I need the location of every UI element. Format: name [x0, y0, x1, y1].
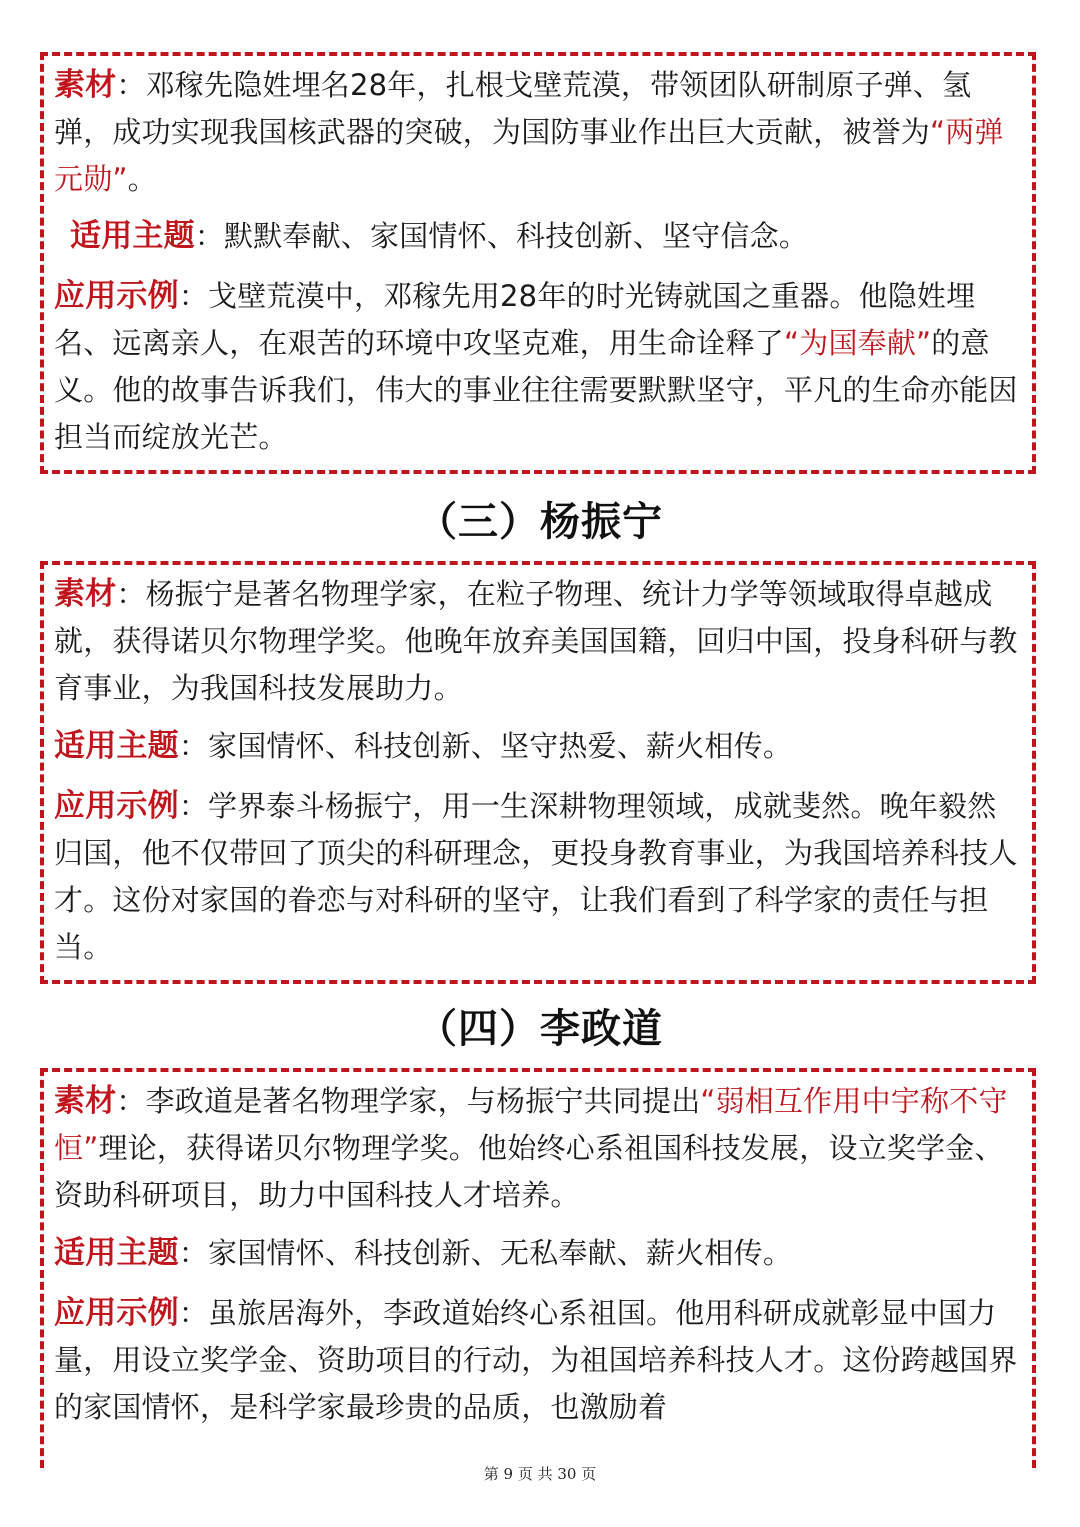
material-paragraph [54, 1078, 1024, 1219]
theme-paragraph [54, 1230, 1024, 1277]
colon: ： [194, 219, 225, 253]
material-highlight: “弱相互作用中宇称不守恒” [54, 1084, 1008, 1165]
example-text: 虽旅居海外，李政道始终心系祖国。他用科研成就彰显中国力量，用设立奖学金、资助项目的行动，为祖国培养科技人才。这份跨越国界的家国情怀，是科学家最珍贵的品质，也激励着 [54, 1296, 1018, 1424]
example-paragraph [54, 783, 1024, 971]
material-card-li-zhengdao [40, 1068, 1036, 1468]
colon: ： [178, 789, 209, 823]
example-label: 应用示例 [54, 1295, 179, 1331]
theme-text: 默默奉献、家国情怀、科技创新、坚守信念。 [224, 219, 809, 253]
example-text: 学界泰斗杨振宁，用一生深耕物理领域，成就斐然。晚年毅然归国，他不仅带回了顶尖的科研理念，更投身教育事业，为我国培养科技人才。这份对家国的眷恋与对科研的坚守，让我们看到了科学家的责任与担当。 [54, 789, 1018, 964]
material-text-end: 理论，获得诺贝尔物理学奖。他始终心系祖国科技发展，设立奖学金、资助科研项目，助力中国科技人才培养。 [54, 1131, 1004, 1212]
material-paragraph [54, 571, 1024, 712]
theme-text: 家国情怀、科技创新、无私奉献、薪火相传。 [208, 1236, 793, 1270]
example-label: 应用示例 [54, 788, 179, 824]
example-highlight: “为国奉献” [784, 326, 932, 360]
example-label: 应用示例 [54, 278, 179, 314]
example-text: 戈壁荒漠中，邓稼先用28年的时光铸就国之重器。他隐姓埋名、远离亲人，在艰苦的环境中攻坚克难，用生命诠释了 [54, 279, 976, 360]
theme-paragraph [54, 723, 1024, 770]
material-text: 杨振宁是著名物理学家，在粒子物理、统计力学等领域取得卓越成就，获得诺贝尔物理学奖。他晚年放弃美国国籍，回归中国，投身科研与教育事业，为我国科技发展助力。 [54, 577, 1018, 705]
section-title-yang-zhenning: （三）杨振宁 [417, 499, 663, 545]
material-text: 李政道是著名物理学家，与杨振宁共同提出 [145, 1084, 701, 1118]
material-text: 邓稼先隐姓埋名28年，扎根戈壁荒漠，带领团队研制原子弹、氢弹，成功实现我国核武器的突破，为国防事业作出巨大贡献，被誉为 [54, 68, 972, 149]
colon: ： [116, 577, 146, 611]
material-paragraph [54, 62, 1024, 203]
theme-text: 家国情怀、科技创新、坚守热爱、薪火相传。 [208, 729, 793, 763]
colon: ： [178, 1236, 209, 1270]
material-label: 素材 [54, 1083, 117, 1119]
colon: ： [178, 279, 209, 313]
example-text-end: 的意义。他的故事告诉我们，伟大的事业往往需要默默坚守，平凡的生命亦能因担当而绽放光芒。 [54, 326, 1018, 454]
colon: ： [116, 68, 146, 102]
example-paragraph [54, 1290, 1024, 1431]
colon: ： [116, 1084, 146, 1118]
material-text-end: 。 [127, 162, 157, 196]
example-paragraph [54, 273, 1024, 461]
page-number: 第 9 页 共 30 页 [483, 1465, 597, 1483]
colon: ： [178, 1296, 209, 1330]
theme-label: 适用主题 [54, 728, 179, 764]
theme-label: 适用主题 [70, 218, 195, 254]
section-title-li-zhengdao: （四）李政道 [417, 1006, 663, 1052]
theme-label: 适用主题 [54, 1235, 179, 1271]
material-label: 素材 [54, 67, 117, 103]
material-card-yang-zhenning [40, 561, 1036, 984]
material-label: 素材 [54, 576, 117, 612]
material-highlight: “两弹元勋” [54, 115, 1004, 196]
colon: ： [178, 729, 209, 763]
material-card-deng-jiaxian [40, 52, 1036, 474]
theme-paragraph [54, 213, 1024, 260]
